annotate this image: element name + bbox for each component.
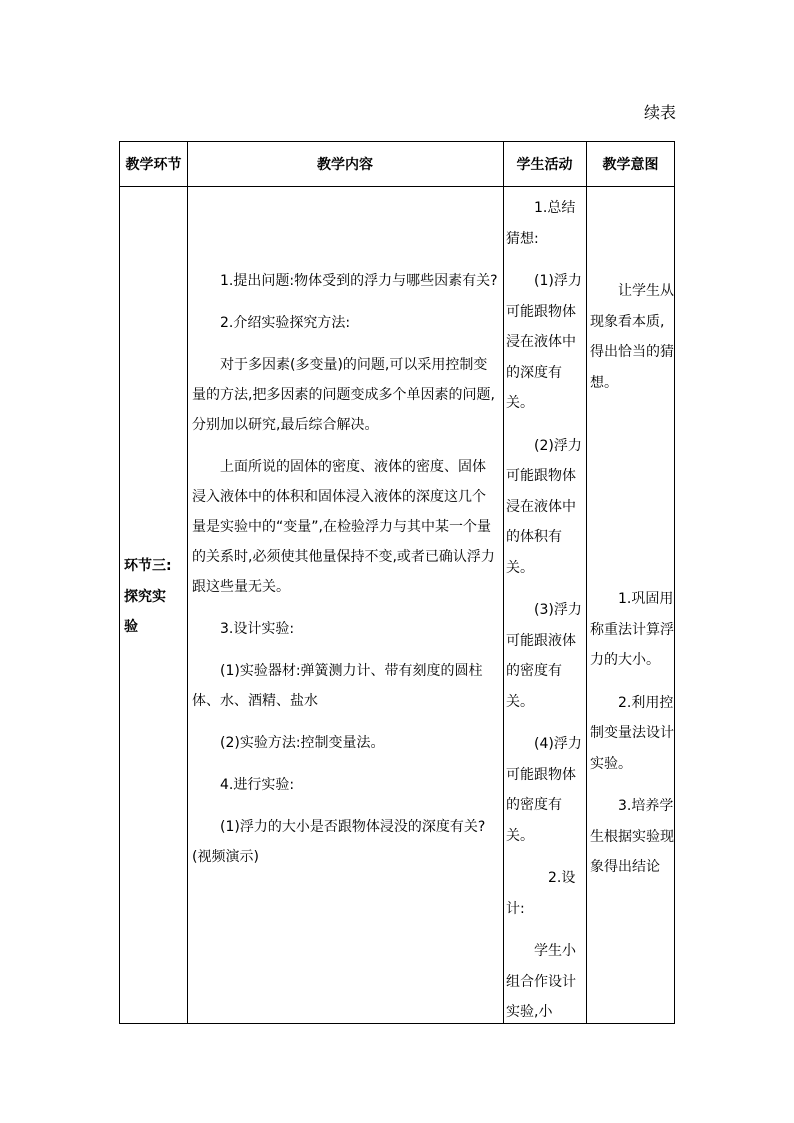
column-divider	[503, 142, 504, 1023]
activity-paragraph: 学生小组合作设计实验,小	[506, 943, 576, 1020]
intent-cell	[590, 276, 674, 895]
activity-cell	[506, 193, 585, 1040]
header-intent: 教学意图	[602, 157, 659, 173]
content-cell	[192, 266, 498, 884]
activity-paragraph: 2.设计:	[506, 870, 576, 917]
column-divider	[187, 142, 188, 1023]
intent-paragraph: 2.利用控制变量法设计实验。	[590, 694, 674, 772]
content-paragraph: (2)实验方法:控制变量法。	[220, 735, 385, 751]
intent-paragraph: 1.巩固用称重法计算浮力的大小。	[590, 591, 674, 668]
stage-cell	[124, 551, 186, 643]
content-paragraph: 4.进行实验:	[220, 777, 295, 793]
lesson-plan-table	[119, 141, 675, 1024]
content-paragraph: 1.提出问题:物体受到的浮力与哪些因素有关?	[220, 273, 498, 289]
content-paragraph: (1)浮力的大小是否跟物体浸没的深度有关?(视频演示)	[192, 819, 486, 865]
intent-paragraph: 让学生从现象看本质,得出恰当的猜想。	[590, 283, 674, 391]
content-paragraph: 对于多因素(多变量)的问题,可以采用控制变量的方法,把多因素的问题变成多个单因素的问题,分别加以研究,最后综合解决。	[192, 357, 495, 433]
stage-line: 探究实	[124, 588, 166, 605]
header-divider	[120, 186, 674, 187]
content-paragraph: 3.设计实验:	[220, 621, 295, 637]
activity-paragraph: 1.总结猜想:	[506, 200, 576, 247]
activity-paragraph: (1)浮力可能跟物体浸在液体中的深度有关。	[506, 273, 582, 411]
column-divider	[586, 142, 587, 1023]
content-paragraph: 上面所说的固体的密度、液体的密度、固体浸入液体中的体积和固体浸入液体的深度这几个量是实验中的“变量”,在检验浮力与其中某一个量的关系时,必须使其他量保持不变,或者已确认浮力跟这些量无关。	[192, 459, 495, 595]
header-content: 教学内容	[317, 157, 373, 173]
activity-paragraph: (3)浮力可能跟液体的密度有关。	[506, 602, 582, 710]
activity-paragraph: (2)浮力可能跟物体浸在液体中的体积有关。	[506, 437, 582, 576]
content-paragraph: (1)实验器材:弹簧测力计、带有刻度的圆柱体、水、酒精、盐水	[192, 663, 483, 709]
header-activity: 学生活动	[516, 157, 573, 173]
table-caption: 续表	[643, 103, 676, 122]
content-paragraph: 2.介绍实验探究方法:	[220, 315, 351, 331]
stage-line: 验	[124, 619, 138, 635]
stage-line: 环节三:	[124, 558, 172, 574]
header-stage: 教学环节	[125, 157, 182, 173]
intent-paragraph: 3.培养学生根据实验现象得出结论	[590, 798, 674, 875]
activity-paragraph: (4)浮力可能跟物体的密度有关。	[506, 736, 582, 844]
